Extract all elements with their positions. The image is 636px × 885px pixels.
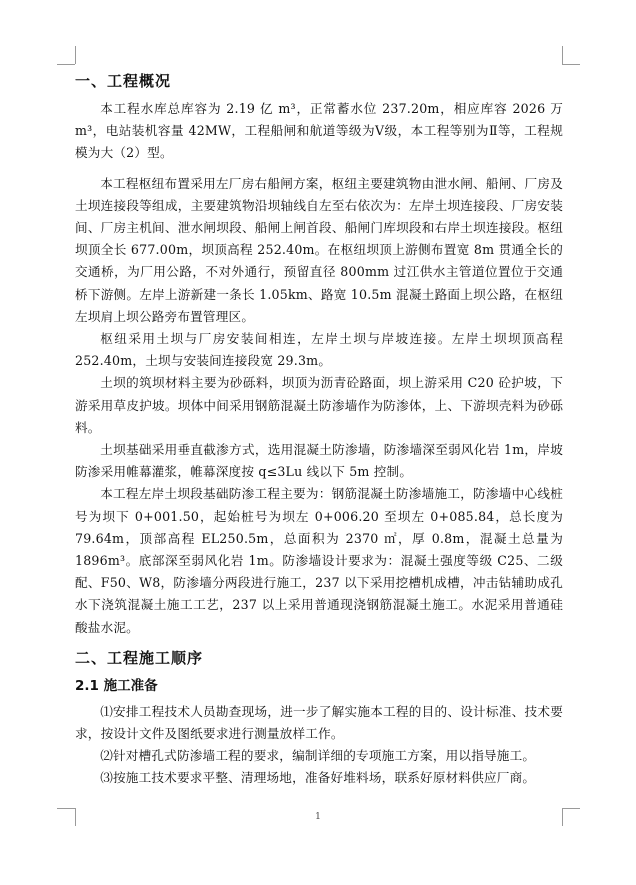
crop-mark — [57, 808, 75, 809]
crop-mark — [562, 64, 580, 65]
crop-mark — [57, 64, 75, 65]
crop-mark — [75, 46, 76, 64]
paragraph-foundation-seepage: 土坝基础采用垂直截渗方式，选用混凝土防渗墙，防渗墙深至弱风化岩 1m，岸坡防渗采用帷幕灌浆，帷幕深度按 q≤3Lu 线以下 5m 控制。 — [75, 442, 563, 480]
crop-mark — [562, 808, 580, 809]
paragraph-reservoir-capacity: 本工程水库总库容为 2.19 亿 m³，正常蓄水位 237.20m，相应库容 2026 万 m³，电站装机容量 42MW，工程船闸和航道等级为Ⅴ级，本工程等别为Ⅱ等，工程规模为大（2）型。 — [75, 101, 563, 161]
paragraph-cutoff-wall-details: 本工程左岸土坝段基础防渗工程主要为：钢筋混凝土防渗墙施工，防渗墙中心线桩号为坝下 0+001.50，起始桩号为坝左 0+006.20 至坝左 0+085.84，总长度为 79.64m，顶部高程 EL250.5m，总面积为 2370 ㎡，厚 0.8m，混凝土总量为 1896m³。底部深至弱风化岩 1m。防渗墙设计要求为：混凝土强度等级 C25、二级配、F50、W8，防渗墙分两段进行施工，237 以下采用挖槽机成槽，冲击钻辅助成孔水下浇筑混凝土施工工艺，237 以上采用普通现浇钢筋混凝土施工。水泥采用普通硅酸盐水泥。 — [75, 486, 563, 635]
paragraph-gap — [75, 639, 563, 647]
list-item-construction-plan: ⑵针对槽孔式防渗墙工程的要求，编制详细的专项施工方案，用以指导施工。 — [100, 748, 536, 764]
paragraph-gap — [75, 165, 563, 173]
subsection-heading-preparation: 2.1 施工准备 — [75, 677, 158, 694]
list-item-site-survey: ⑴安排工程技术人员勘查现场，进一步了解实施本工程的目的、设计标准、技术要求，按设计文件及图纸要求进行测量放样工作。 — [75, 703, 563, 742]
section-heading-construction-sequence: 二、工程施工顺序 — [75, 648, 204, 667]
page-number: 1 — [315, 812, 321, 822]
list-item-site-leveling: ⑶按施工技术要求平整、清理场地，准备好堆料场，联系好原材料供应厂商。 — [100, 770, 536, 786]
crop-mark — [562, 46, 563, 64]
paragraph-earth-dam-connection: 枢纽采用土坝与厂房安装间相连，左岸土坝与岸坡连接。左岸土坝坝顶高程 252.40m，土坝与安装间连接段宽 29.3m。 — [75, 331, 563, 369]
section-heading-overview: 一、工程概况 — [75, 72, 172, 90]
paragraph-dam-materials: 土坝的筑坝材料主要为砂砾料，坝顶为沥青砼路面，坝上游采用 C20 砼护坡，下游采用草皮护坡。坝体中间采用钢筋混凝土防渗墙作为防渗体，上、下游坝壳料为砂砾料。 — [75, 375, 563, 435]
paragraph-hub-layout: 本工程枢纽布置采用左厂房右船闸方案，枢纽主要建筑物由泄水闸、船闸、厂房及土坝连接段等组成，主要建筑物沿坝轴线自左至右依次为：左岸土坝连接段、厂房安装间、厂房主机间、泄水闸坝段、船闸上闸首段、船闸门库坝段和右岸土坝连接段。枢纽坝顶全长 677.00m，坝顶高程 252.40m。在枢纽坝顶上游侧布置宽 8m 贯通全长的交通桥，为厂用公路，不对外通行，预留直径 800mm 过江供水主管道位置位于交通桥下游侧。左岸上游新建一条长 1.05km、路宽 10.5m 混凝土路面上坝公路，在枢纽左坝肩上坝公路旁布置管理区。 — [75, 175, 563, 324]
page-content — [75, 70, 563, 790]
